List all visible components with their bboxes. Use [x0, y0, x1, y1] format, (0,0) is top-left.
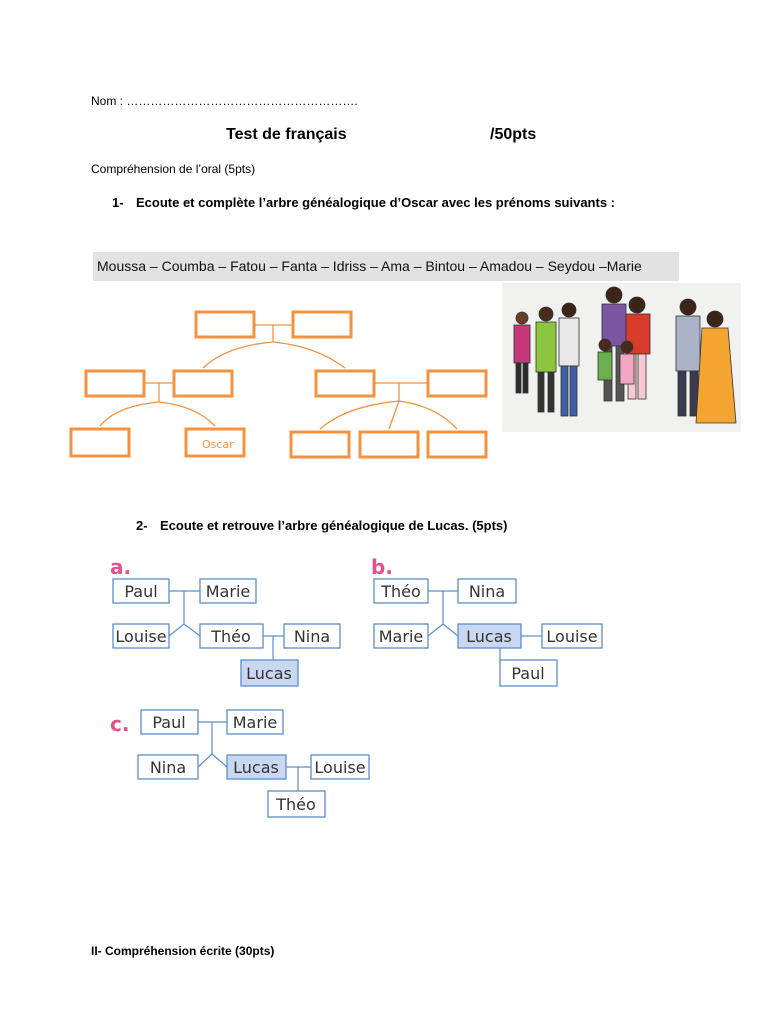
- question-2-text: Ecoute et retrouve l’arbre généalogique de Lucas. (5pts): [160, 518, 508, 533]
- lucas-tree-c: [105, 702, 380, 822]
- name-field: Nom : ………………………………………………….: [91, 94, 358, 108]
- question-1-text: Ecoute et complète l’arbre généalogique d’Oscar avec les prénoms suivants :: [136, 195, 616, 210]
- section-written-heading: II- Compréhension écrite (30pts): [91, 944, 275, 958]
- tree-a-letter: a.: [110, 555, 132, 579]
- tree-a-theo: Théo: [211, 627, 251, 646]
- tree-box-child-3[interactable]: [291, 432, 349, 457]
- tree-a-paul: Paul: [124, 582, 158, 601]
- tree-a-nina: Nina: [293, 627, 331, 646]
- tree-b-lucas: Lucas: [466, 627, 512, 646]
- tree-c-nina: Nina: [149, 758, 187, 777]
- lucas-tree-b: [366, 552, 616, 692]
- tree-c-lucas: Lucas: [233, 758, 279, 777]
- tree-box-child-4[interactable]: [360, 432, 418, 457]
- tree-box-parent-1[interactable]: [86, 371, 144, 396]
- tree-b-paul: Paul: [511, 664, 545, 683]
- tree-box-child-5[interactable]: [428, 432, 486, 457]
- tree-a-lucas: Lucas: [246, 664, 292, 683]
- family-illustration: [502, 283, 741, 432]
- tree-c-letter: c.: [110, 712, 130, 736]
- tree-b-louise: Louise: [546, 627, 598, 646]
- tree-box-grandparent-2[interactable]: [293, 312, 351, 337]
- question-1-number: 1-: [112, 195, 124, 210]
- tree-c-marie: Marie: [232, 713, 278, 732]
- tree-box-parent-3[interactable]: [316, 371, 374, 396]
- tree-c-theo: Théo: [276, 795, 316, 814]
- tree-box-child-1[interactable]: [71, 429, 129, 456]
- tree-c-louise: Louise: [314, 758, 366, 777]
- oscar-family-tree: [66, 298, 496, 468]
- tree-a-louise: Louise: [115, 627, 167, 646]
- tree-box-grandparent-1[interactable]: [196, 312, 254, 337]
- tree-a-marie: Marie: [205, 582, 251, 601]
- question-2-number: 2-: [136, 518, 148, 533]
- total-points: /50pts: [490, 126, 537, 143]
- tree-b-marie: Marie: [378, 627, 424, 646]
- test-title: Test de français: [226, 126, 347, 143]
- tree-b-letter: b.: [371, 555, 393, 579]
- section-oral-heading: Compréhension de l’oral (5pts): [91, 162, 256, 176]
- lucas-tree-a: [105, 552, 355, 692]
- tree-c-paul: Paul: [152, 713, 186, 732]
- tree-b-nina: Nina: [468, 582, 506, 601]
- tree-box-parent-2[interactable]: [174, 371, 232, 396]
- tree-b-theo: Théo: [381, 582, 421, 601]
- names-list-image: Moussa – Coumba – Fatou – Fanta – Idriss – Ama – Bintou – Amadou – Seydou –Marie: [93, 252, 679, 281]
- oscar-label: Oscar: [202, 438, 234, 451]
- tree-box-parent-4[interactable]: [428, 371, 486, 396]
